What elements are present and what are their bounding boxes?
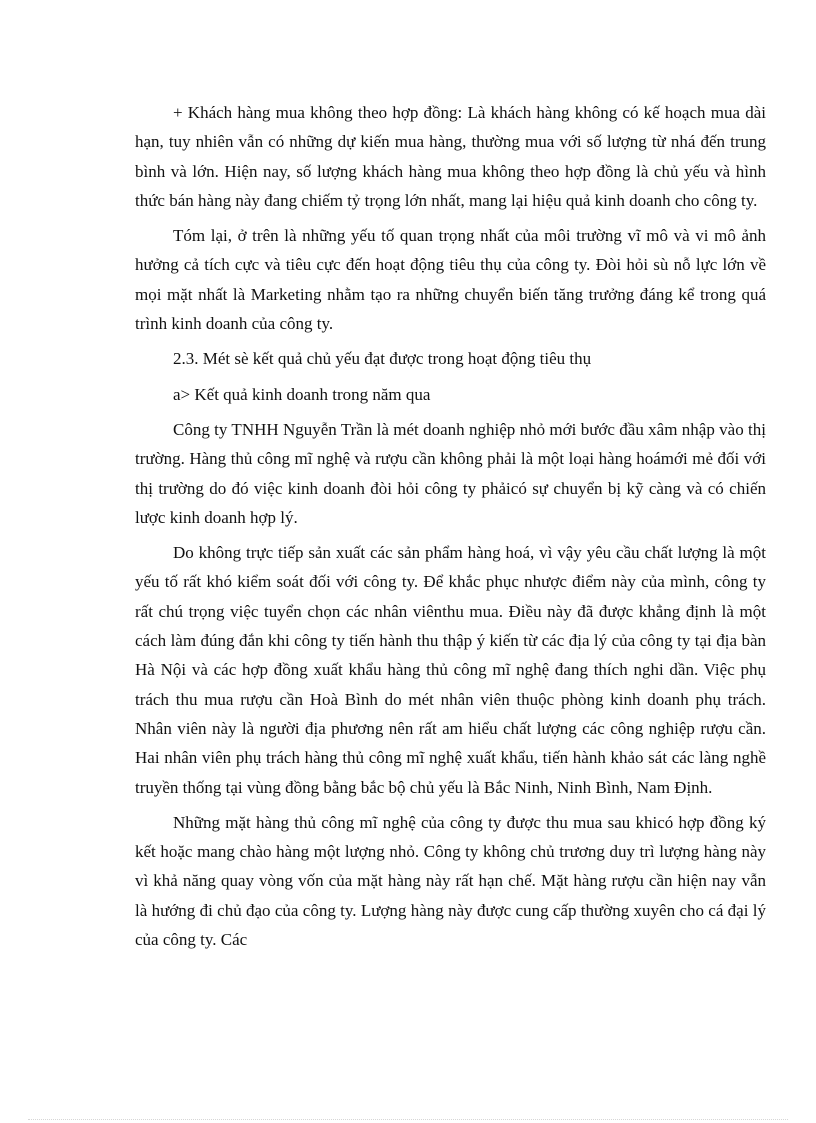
paragraph-products: Những mặt hàng thủ công mĩ nghệ của công ty được thu mua sau khicó hợp đồng ký kết hoặc mang chào hàng một lượng nhỏ. Công ty không chủ trương duy trì lượng hàng này vì khả năng quay vòng vốn của mặt hàng này rất hạn chế. Mặt hàng rượu cần hiện nay vẫn là hướng đi chủ đạo của công ty. Lượng hàng này được cung cấp thường xuyên cho cá đại lý của công ty. Các [135,812,766,950]
body-text [135,98,766,960]
subsection-heading-a: a> Kết quả kinh doanh trong năm qua [173,384,431,404]
paragraph-customer-no-contract: + Khách hàng mua không theo hợp đồng: Là khách hàng không có kế hoạch mua dài hạn, tuy nhiên vẫn có những dự kiến mua hàng, thường mua với số lượng từ nhá đến trung bình và lớn. Hiện nay, số lượng khách hàng mua không theo hợp đồng là chủ yếu và hình thức bán hàng này đang chiếm tỷ trọng lớn nhất, mang lại hiệu quả kinh doanh cho công ty. [135,103,766,210]
paragraph-summary: Tóm lại, ở trên là những yếu tố quan trọng nhất của môi trường vĩ mô và vi mô ảnh hưởng cả tích cực và tiêu cực đến hoạt động tiêu thụ của công ty. Đòi hỏi sù nỗ lực lớn về mọi mặt nhất là Marketing nhằm tạo ra những chuyển biến tăng trưởng đáng kể trong quá trình kinh doanh của công ty. [135,226,766,334]
page-bottom-divider [28,1119,788,1120]
section-heading-2-3: 2.3. Mét sè kết quả chủ yếu đạt được trong hoạt động tiêu thụ [173,349,592,369]
paragraph-company-intro: Công ty TNHH Nguyễn Trần là mét doanh nghiệp nhỏ mới bước đầu xâm nhập vào thị trường. Hàng thủ công mĩ nghệ và rượu cần không phải là một loại hàng hoámới mẻ đối với thị trường do đó việc kinh doanh đòi hỏi công ty phảicó sự chuyển bị kỹ càng và có chiến lược kinh doanh hợp lý. [135,419,766,527]
paragraph-quality-control: Do không trực tiếp sản xuất các sản phẩm hàng hoá, vì vậy yêu cầu chất lượng là một yếu tố rất khó kiểm soát đối với công ty. Để khắc phục nhược điểm này của mình, công ty rất chú trọng việc tuyển chọn các nhân viênthu mua. Điều này đã được khẳng định là một cách làm đúng đắn khi công ty tiến hành thu thập ý kiến từ các địa lý của công ty tại địa bàn Hà Nội và các hợp đồng xuất khẩu hàng thủ công mĩ nghệ đang thích nghi dần. Việc phụ trách thu mua rượu cần Hoà Bình do mét nhân viên thuộc phòng kinh doanh phụ trách. Nhân viên này là người địa phương nên rất am hiểu chất lượng các công nghiệp rượu cần. Hai nhân viên phụ trách hàng thủ công mĩ nghệ xuất khẩu, tiến hành khảo sát các làng nghề truyền thống tại vùng đồng bằng bắc bộ chủ yếu là Bắc Ninh, Ninh Bình, Nam Định. [135,543,766,797]
